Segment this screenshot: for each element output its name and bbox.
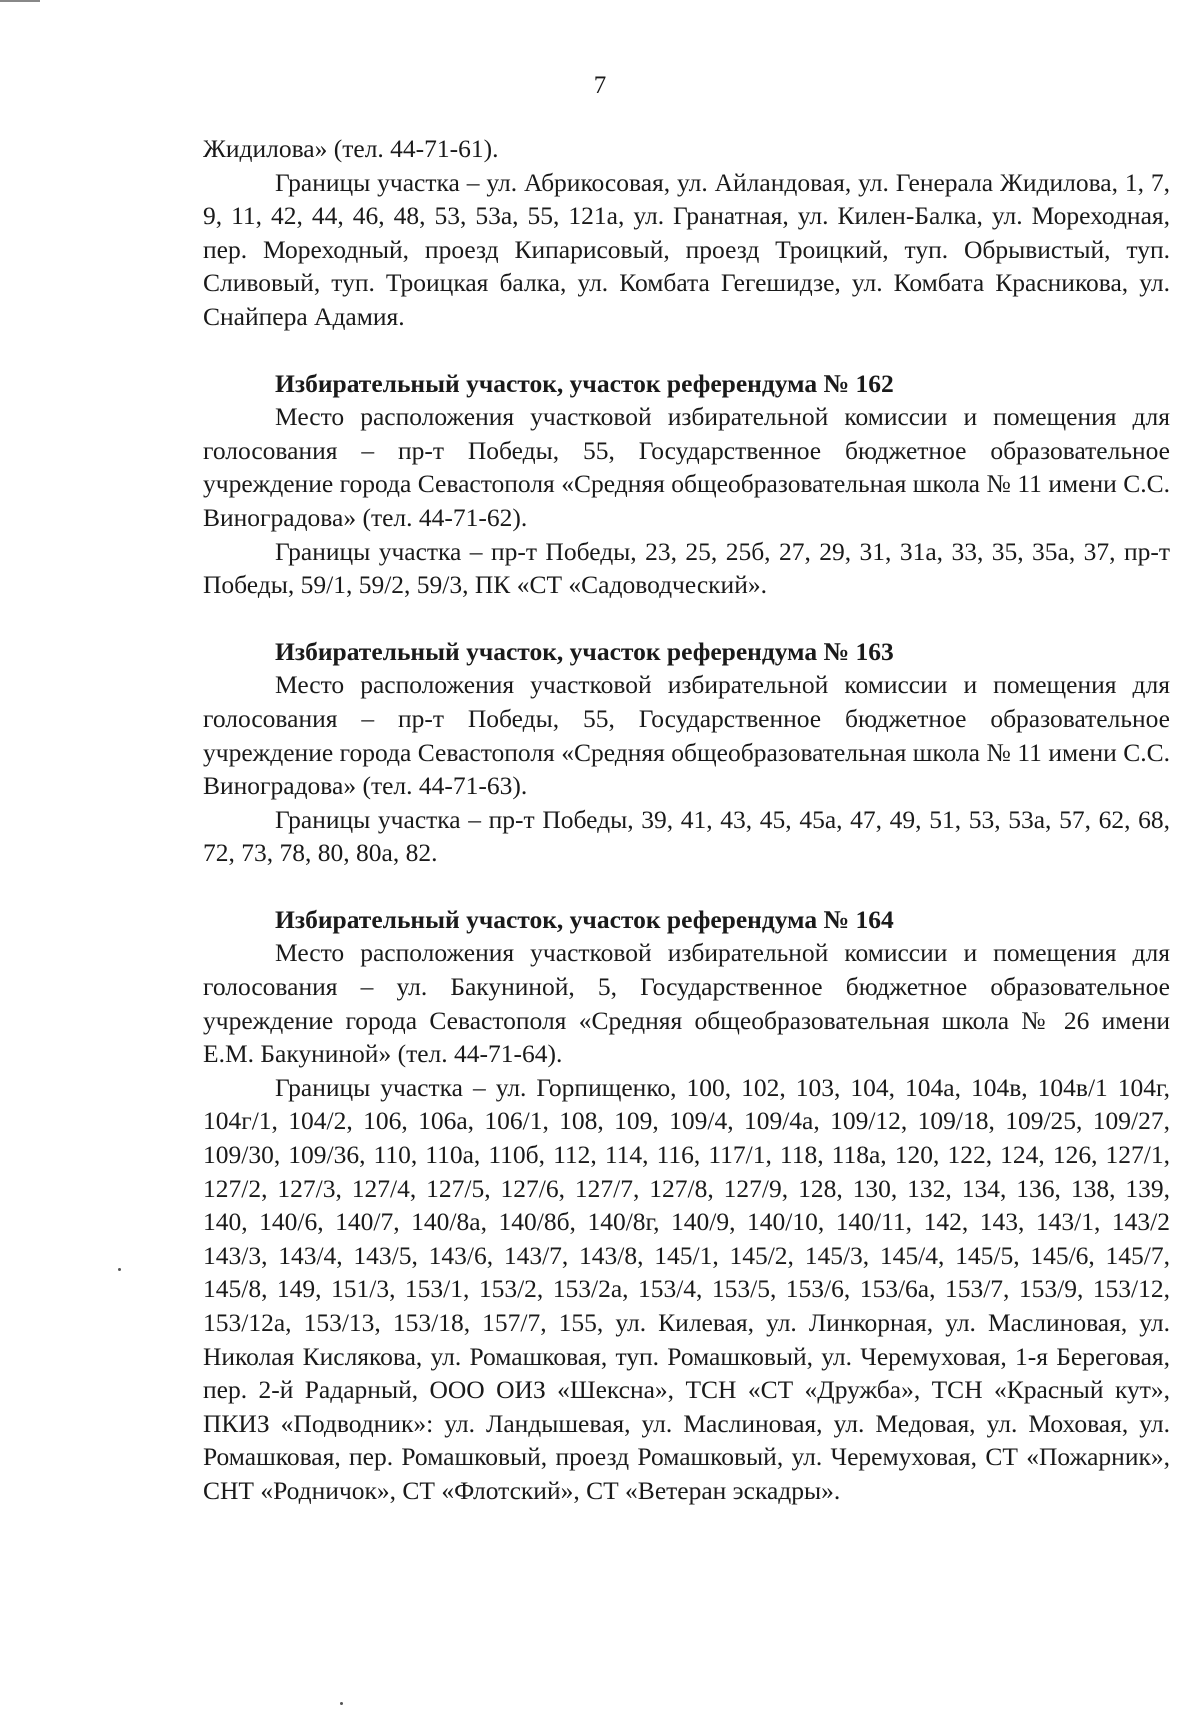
scan-artifact: [118, 1268, 121, 1271]
page-number: 7: [593, 72, 607, 99]
section-location-164: Место расположения участковой избирательной комиссии и помещения для голосования – ул. Бакуниной, 5, Государственное бюджетное образовательное учреждение города Севастополя «Средняя общеобразовательная школа № 26 имени Е.М. Бакуниной» (тел. 44-71-64).: [203, 938, 1170, 1069]
section-boundaries-162: Границы участка – пр-т Победы, 23, 25, 25б, 27, 29, 31, 31а, 33, 35, 35а, 37, пр-т Победы, 59/1, 59/2, 59/3, ПК «СТ «Садоводческий».: [203, 536, 1170, 600]
scan-artifact: [0, 0, 40, 2]
section-boundaries-164: Границы участка – ул. Горпищенко, 100, 102, 103, 104, 104а, 104в, 104в/1 104г, 104г/1, 104/2, 106, 106а, 106/1, 108, 109, 109/4, 109/4а, 109/12, 109/18, 109/25, 109/27, 109/30, 109/36, 110, 110а, 110б, 112, 114, 116, 117/1, 118, 118а, 120, 122, 124, 126, 127/1, 127/2, 127/3, 127/4, 127/5, 127/6, 127/7, 127/8, 127/9, 128, 130, 132, 134, 136, 138, 139, 140, 140/6, 140/7, 140/8а, 140/8б, 140/8г, 140/9, 140/10, 140/11, 142, 143, 143/1, 143/2 143/3, 143/4, 143/5, 143/6, 143/7, 143/8, 145/1, 145/2, 145/3, 145/4, 145/5, 145/6, 145/7, 145/8, 149, 151/3, 153/1, 153/2, 153/2а, 153/4, 153/5, 153/6, 153/6а, 153/7, 153/9, 153/12, 153/12а, 153/13, 153/18, 157/7, 155, ул. Килевая, ул. Линкорная, ул. Маслиновая, ул. Николая Кислякова, ул. Ромашковая, туп. Ромашковый, ул. Черемуховая, 1-я Береговая, пер. 2-й Радарный, ООО ОИЗ «Шексна», ТСН «СТ «Дружба», ТСН «Красный кут», ПКИЗ «Подводник»: ул. Ландышевая, ул. Маслиновая, ул. Медовая, ул. Моховая, ул. Ромашковая, пер. Ромашковый, проезд Ромашковый, ул. Черемуховая, СТ «Пожарник», СНТ «Родничок», СТ «Флотский», СТ «Ветеран эскадры».: [203, 1072, 1170, 1505]
intro-boundaries: Границы участка – ул. Абрикосовая, ул. Айландовая, ул. Генерала Жидилова, 1, 7, 9, 11, 42, 44, 46, 48, 53, 53а, 55, 121а, ул. Гранатная, ул. Килен-Балка, ул. Мореходная, пер. Мореходный, проезд Кипарисовый, проезд Троицкий, туп. Обрывистый, туп. Сливовый, туп. Троицкая балка, ул. Комбата Гегешидзе, ул. Комбата Красникова, ул. Снайпера Адамия.: [203, 167, 1170, 331]
document-body: [203, 132, 1170, 1508]
section-heading-163: Избирательный участок, участок референдума № 163: [275, 636, 894, 666]
section-heading-164: Избирательный участок, участок референдума № 164: [275, 904, 894, 934]
section-location-162: Место расположения участковой избирательной комиссии и помещения для голосования – пр-т Победы, 55, Государственное бюджетное образовательное учреждение города Севастополя «Средняя общеобразовательная школа № 11 имени С.С. Виноградова» (тел. 44-71-62).: [203, 402, 1170, 532]
section-location-163: Место расположения участковой избирательной комиссии и помещения для голосования – пр-т Победы, 55, Государственное бюджетное образовательное учреждение города Севастополя «Средняя общеобразовательная школа № 11 имени С.С. Виноградова» (тел. 44-71-63).: [203, 670, 1170, 801]
scan-artifact: [340, 1702, 343, 1705]
section-boundaries-163: Границы участка – пр-т Победы, 39, 41, 43, 45, 45а, 47, 49, 51, 53, 53а, 57, 62, 68, 72, 73, 78, 80, 80а, 82.: [203, 804, 1170, 868]
intro-line: Жидилова» (тел. 44-71-61).: [203, 134, 499, 163]
section-heading-162: Избирательный участок, участок референдума № 162: [275, 368, 894, 398]
